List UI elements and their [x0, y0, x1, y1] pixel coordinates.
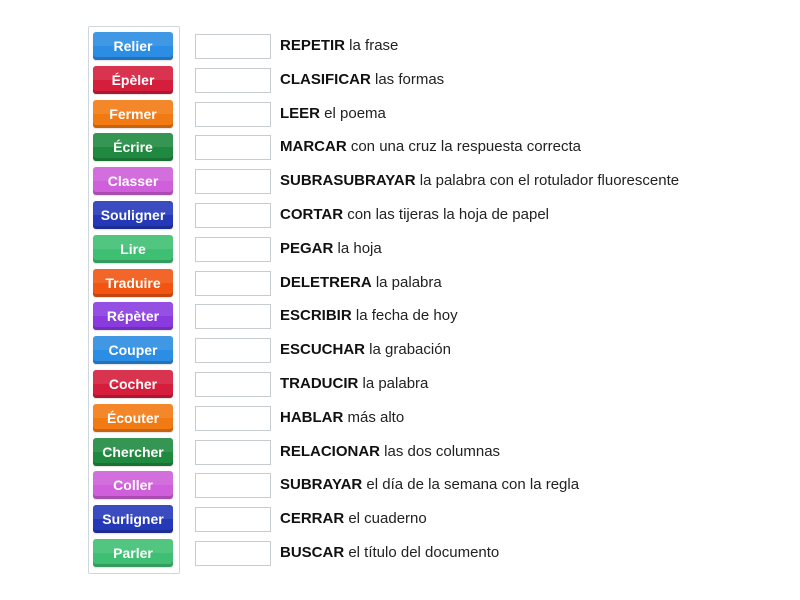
sentence — [280, 441, 500, 463]
answer-drop-box[interactable] — [195, 135, 271, 160]
word-tile[interactable] — [93, 235, 173, 263]
answer-drop-box[interactable] — [195, 102, 271, 127]
sentence-verb: REPETIR — [280, 37, 346, 54]
word-bank — [88, 26, 180, 574]
word-tile[interactable] — [93, 336, 173, 364]
word-tile[interactable] — [93, 133, 173, 161]
sentence — [280, 69, 444, 91]
sentence-verb: DELETRERA — [280, 273, 372, 291]
sentence-verb: HABLAR — [280, 408, 344, 426]
sentence-verb: CERRAR — [280, 510, 345, 528]
word-tile[interactable] — [93, 167, 173, 195]
answer-drop-box[interactable] — [195, 271, 271, 296]
sentence-rest: la fecha de hoy — [351, 307, 458, 325]
answer-drop-box[interactable] — [195, 507, 271, 532]
sentence-rest: la grabación — [365, 341, 451, 359]
sentence-verb: CLASIFICAR — [280, 70, 371, 88]
word-tile[interactable] — [93, 100, 173, 128]
word-tile[interactable] — [93, 201, 173, 229]
sentence — [280, 508, 427, 530]
word-tile-label: Épèler — [111, 71, 155, 88]
sentence-rest: la palabra — [371, 273, 442, 291]
sentence — [280, 272, 442, 294]
answer-drop-box[interactable] — [195, 338, 271, 363]
sentence-verb: LEER — [280, 104, 321, 122]
word-tile-label: Couper — [108, 342, 158, 359]
word-tile-label: Répèter — [106, 308, 160, 325]
word-tile[interactable] — [93, 505, 173, 533]
sentence-rest: más alto — [343, 408, 405, 426]
sentence-verb: SUBRAYAR — [280, 476, 363, 494]
sentence-rest: con una cruz la respuesta correcta — [346, 138, 581, 156]
sentence — [280, 136, 581, 158]
word-tile-label: Écrire — [113, 139, 153, 156]
answer-drop-box[interactable] — [195, 203, 271, 228]
word-tile[interactable] — [93, 471, 173, 499]
answer-drop-box[interactable] — [195, 473, 271, 498]
sentence-verb: CORTAR — [280, 206, 344, 223]
sentence — [280, 103, 386, 125]
sentence — [280, 204, 549, 226]
word-tile-label: Écouter — [106, 409, 160, 426]
sentence-rest: la hoja — [333, 239, 382, 257]
sentence-rest: con las tijeras la hoja de papel — [343, 206, 550, 223]
sentence-rest: la palabra con el rotulador fluorescente — [415, 172, 680, 190]
word-tile-label: Traduire — [105, 274, 161, 291]
sentence — [280, 170, 679, 192]
word-tile[interactable] — [93, 404, 173, 432]
word-tile[interactable] — [93, 66, 173, 94]
sentence — [280, 407, 404, 429]
sentence — [280, 35, 398, 57]
sentence-verb: ESCUCHAR — [280, 341, 366, 359]
sentence-rest: las dos columnas — [380, 442, 501, 460]
answer-drop-box[interactable] — [195, 541, 271, 566]
answer-drop-box[interactable] — [195, 406, 271, 431]
sentence-rest: la frase — [345, 37, 399, 54]
answer-drop-box[interactable] — [195, 237, 271, 262]
answer-drop-box[interactable] — [195, 440, 271, 465]
word-tile[interactable] — [93, 32, 173, 60]
word-tile-label: Fermer — [109, 105, 157, 122]
word-tile[interactable] — [93, 438, 173, 466]
word-tile-label: Cocher — [108, 376, 158, 392]
sentence-verb: TRADUCIR — [280, 375, 359, 392]
sentence-rest: la palabra — [358, 375, 429, 392]
answer-drop-box[interactable] — [195, 34, 271, 59]
answer-drop-box[interactable] — [195, 372, 271, 397]
sentence-verb: SUBRASUBRAYAR — [280, 172, 416, 190]
sentence — [280, 373, 428, 395]
word-tile[interactable] — [93, 370, 173, 398]
sentence-rest: el poema — [320, 104, 386, 122]
sentence — [280, 305, 458, 327]
sentence-rest: el día de la semana con la regla — [362, 476, 580, 494]
answer-drop-box[interactable] — [195, 304, 271, 329]
word-tile-label: Coller — [113, 477, 153, 494]
answer-drop-box[interactable] — [195, 68, 271, 93]
word-tile-label: Relier — [113, 38, 153, 54]
word-tile-label: Surligner — [102, 511, 164, 528]
sentence-rest: el cuaderno — [344, 510, 427, 528]
sentence-verb: ESCRIBIR — [280, 307, 352, 325]
sentence-verb: RELACIONAR — [280, 442, 380, 460]
word-tile-label: Souligner — [100, 207, 166, 223]
sentence — [280, 474, 579, 496]
word-tile-label: Chercher — [102, 443, 164, 460]
sentence-rest: el título del documento — [344, 544, 500, 561]
answer-drop-box[interactable] — [195, 169, 271, 194]
word-tile[interactable] — [93, 539, 173, 567]
word-tile-label: Lire — [120, 240, 146, 257]
word-tile-label: Parler — [113, 545, 153, 561]
sentence-rest: las formas — [370, 70, 445, 88]
sentence — [280, 238, 382, 260]
sentence — [280, 542, 499, 564]
sentence-verb: BUSCAR — [280, 544, 345, 561]
sentence-verb: PEGAR — [280, 239, 334, 257]
word-tile-label: Classer — [107, 173, 159, 190]
sentence-verb: MARCAR — [280, 138, 347, 156]
word-tile[interactable] — [93, 269, 173, 297]
word-tile[interactable] — [93, 302, 173, 330]
sentence — [280, 339, 451, 361]
